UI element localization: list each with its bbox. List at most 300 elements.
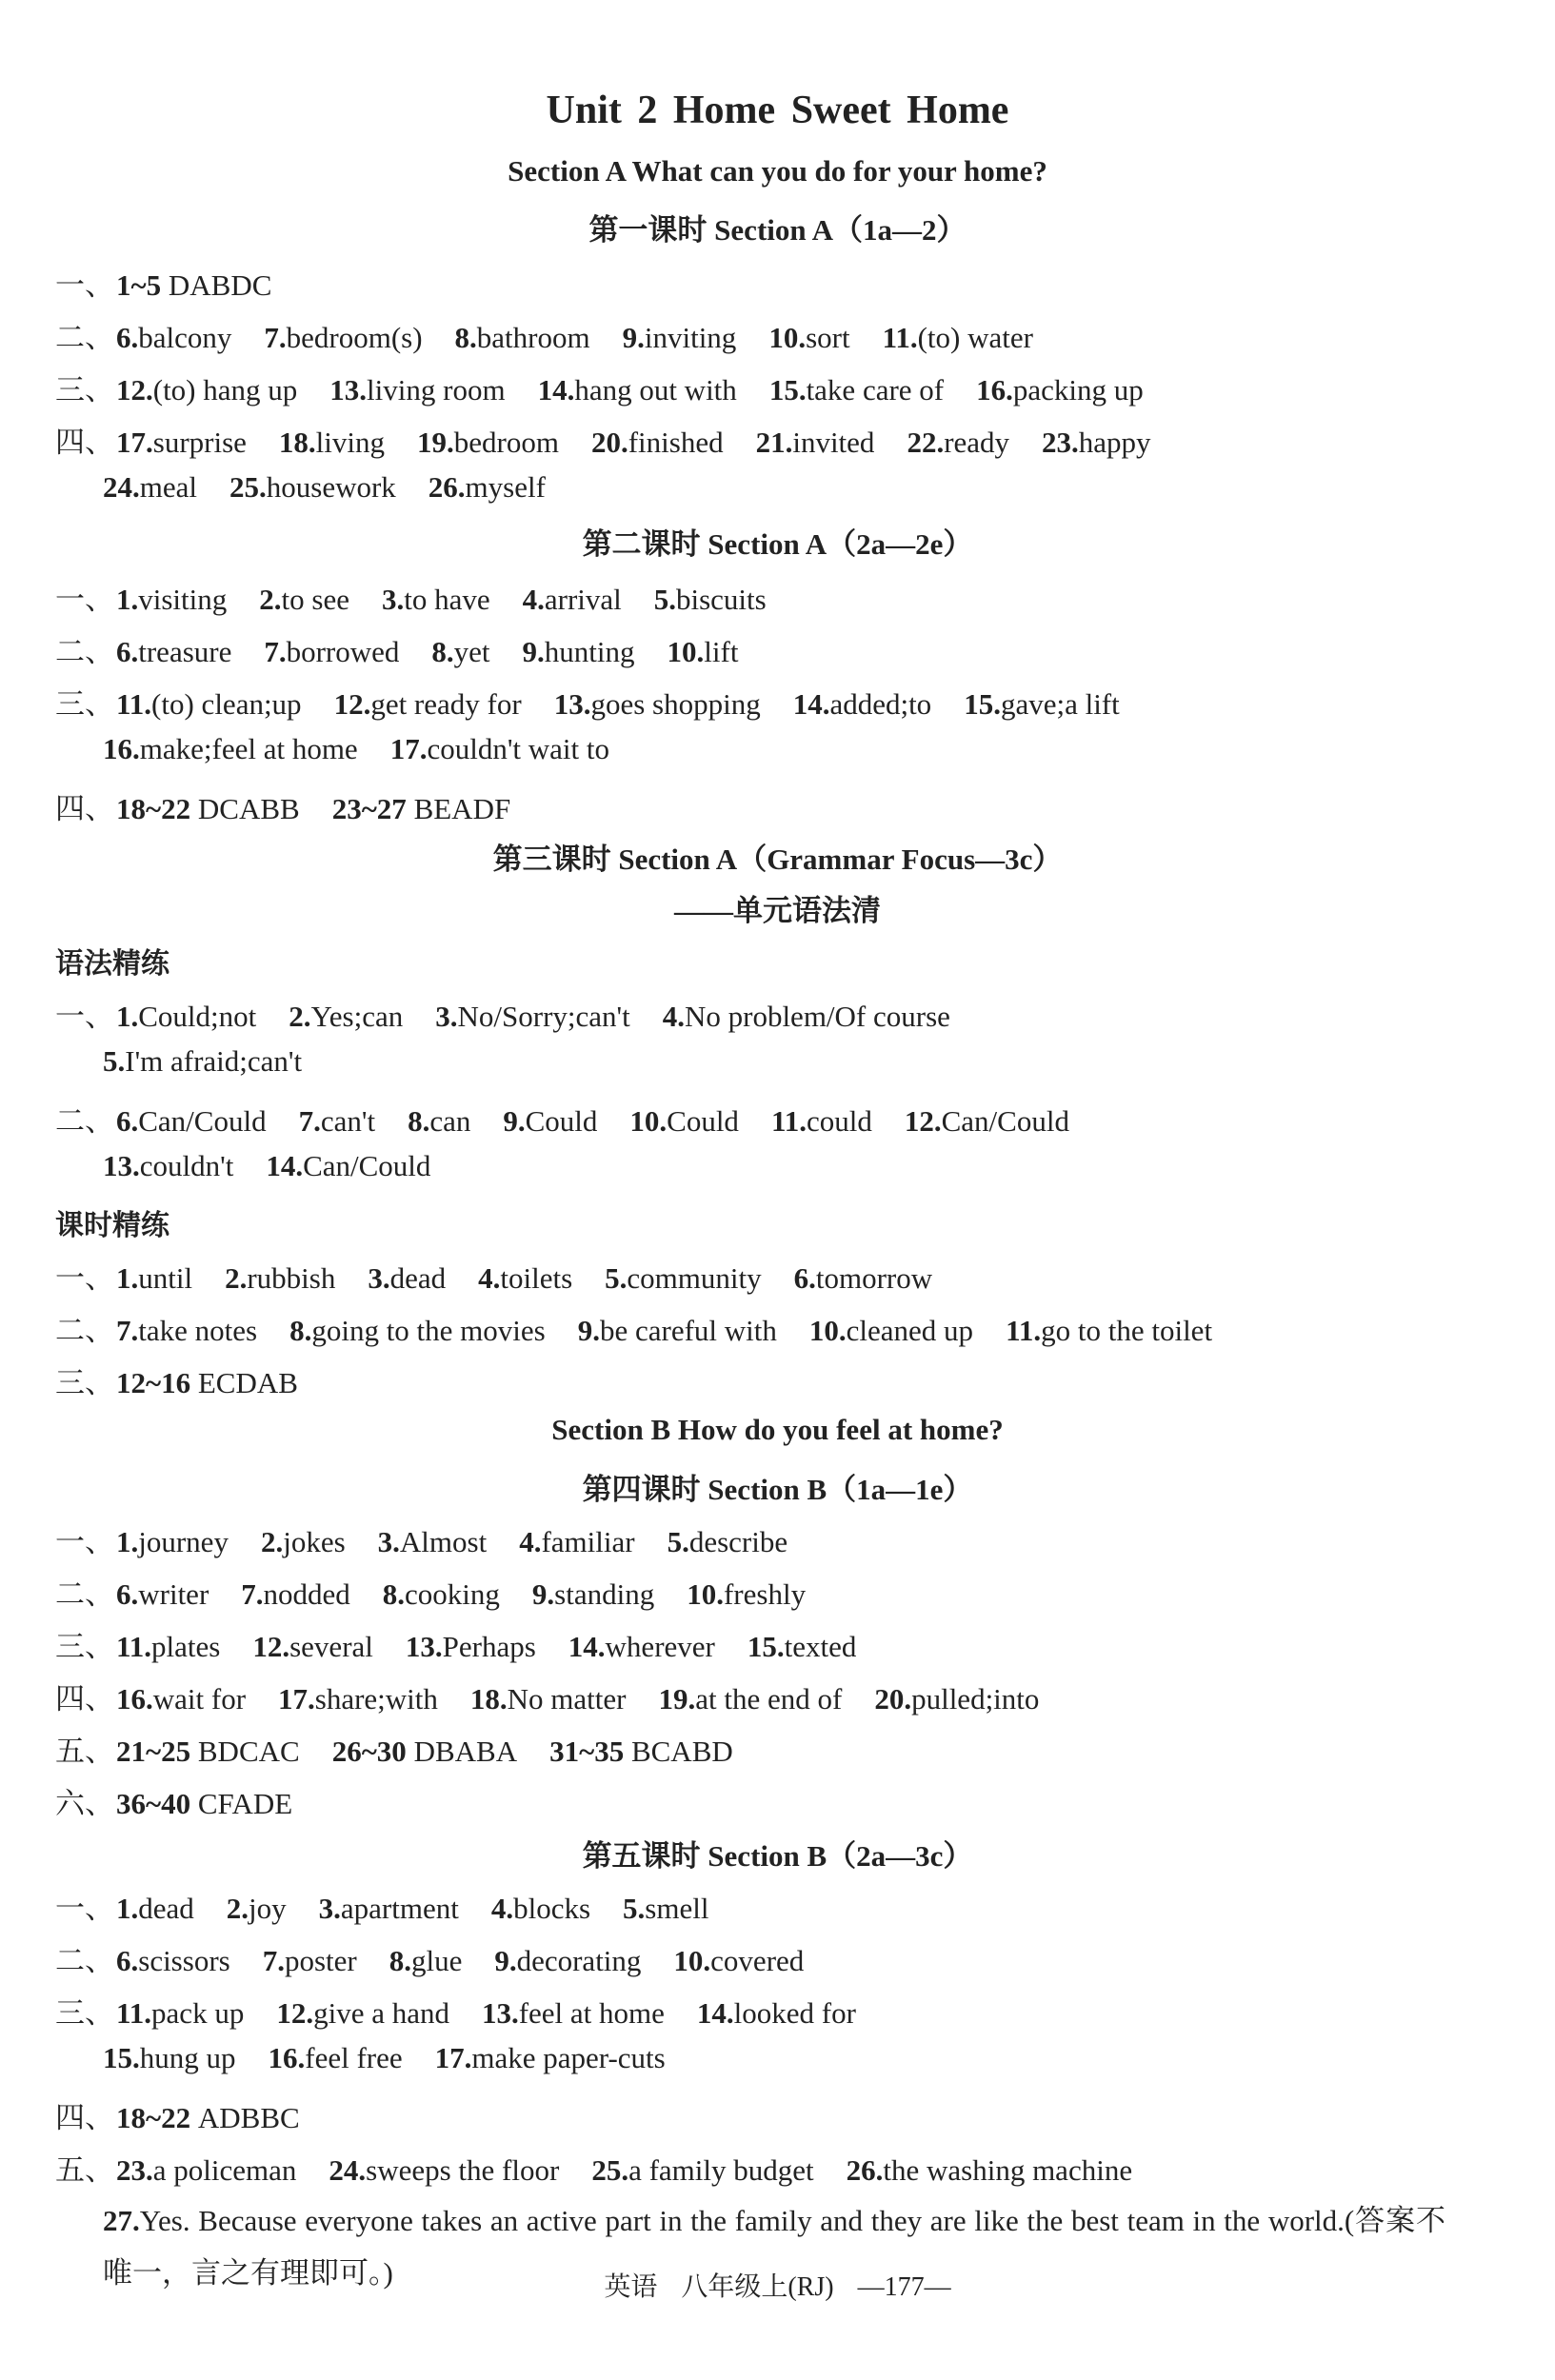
answer-number: 15. xyxy=(964,687,1001,721)
answer-number: 17. xyxy=(116,426,153,459)
answer-item xyxy=(532,1577,654,1611)
answer-number: 2. xyxy=(259,583,282,616)
answer-item xyxy=(116,1996,244,2030)
question-group-prefix: 一、 xyxy=(55,1525,114,1558)
answer-number: 26. xyxy=(428,470,466,504)
answer-item xyxy=(659,1682,843,1716)
answer-number: 6. xyxy=(116,1104,139,1138)
answer-number: 13. xyxy=(405,1630,443,1663)
lesson-4-heading: 第四课时 Section B（1a—1e） xyxy=(582,1473,973,1506)
answer-text: borrowed xyxy=(286,635,400,668)
question-group-prefix: 三、 xyxy=(55,1366,114,1399)
answer-item xyxy=(771,1104,872,1138)
answer-item xyxy=(264,635,399,668)
answer-text: (to) hang up xyxy=(152,373,298,407)
answer-number: 2. xyxy=(226,1892,249,1925)
answer-text: cleaned up xyxy=(846,1314,974,1347)
answer-text: Perhaps xyxy=(442,1630,536,1663)
answer-line xyxy=(55,1884,741,1927)
section-b-heading: Section B How do you feel at home? xyxy=(551,1413,1004,1446)
answer-text: share;with xyxy=(314,1682,438,1716)
answer-text: standing xyxy=(554,1577,655,1611)
answer-number: 1. xyxy=(116,583,139,616)
question-group-prefix: 三、 xyxy=(55,1996,114,2030)
answer-number: 14. xyxy=(568,1630,606,1663)
answer-text: toilets xyxy=(500,1261,573,1295)
answer-text: balcony xyxy=(138,321,232,354)
answer-line xyxy=(103,1149,463,1183)
answer-number: 25. xyxy=(591,2153,629,2187)
question-group-prefix: 一、 xyxy=(55,583,114,616)
answer-item xyxy=(907,426,1009,459)
answer-number: 18~22 xyxy=(116,2101,191,2134)
answer-number: 11. xyxy=(116,687,152,721)
answer-number: 8. xyxy=(289,1314,312,1347)
answer-text: joy xyxy=(249,1892,287,1925)
answer-item xyxy=(429,470,546,504)
answer-item xyxy=(503,1104,597,1138)
answer-number: 2. xyxy=(289,1000,311,1033)
answer-text: living xyxy=(315,426,385,459)
answer-text: arrival xyxy=(544,583,622,616)
answer-item xyxy=(748,1630,857,1663)
answer-text: hunting xyxy=(544,635,635,668)
answer-number: 16. xyxy=(976,373,1013,407)
answer-number: 14. xyxy=(792,687,830,721)
answer-item xyxy=(482,1996,665,2030)
answer-item xyxy=(225,1261,335,1295)
answer-item xyxy=(116,1630,220,1663)
answer-text: Almost xyxy=(399,1525,488,1558)
answer-number: 4. xyxy=(662,1000,685,1033)
answer-item xyxy=(435,2041,666,2074)
answer-item xyxy=(538,373,737,407)
answer-text: several xyxy=(289,1630,373,1663)
answer-text: plates xyxy=(151,1630,221,1663)
answer-text: yet xyxy=(453,635,490,668)
answer-text: BCABD xyxy=(624,1735,733,1768)
answer-item xyxy=(378,1525,488,1558)
answer-text: I'm afraid;can't xyxy=(125,1044,303,1078)
answer-text: familiar xyxy=(541,1525,635,1558)
footer-subject: 英语 xyxy=(604,2272,658,2302)
answer-number: 5. xyxy=(623,1892,646,1925)
answer-number: 12~16 xyxy=(116,1366,191,1399)
answer-text: poster xyxy=(284,1944,357,1977)
answer-line xyxy=(103,732,642,766)
answer-item xyxy=(455,321,590,354)
answer-item xyxy=(116,1787,292,1820)
answer-text: describe xyxy=(688,1525,788,1558)
answer-number: 8. xyxy=(382,1577,406,1611)
answer-item xyxy=(103,2041,236,2074)
question-group-prefix: 一、 xyxy=(55,1261,114,1295)
answer-number: 12. xyxy=(904,1104,942,1138)
answer-text: biscuits xyxy=(676,583,767,616)
answer-number: 24. xyxy=(329,2153,367,2187)
answer-text: bedroom(s) xyxy=(286,321,423,354)
question-group-prefix: 二、 xyxy=(55,1104,114,1138)
answer-number: 7. xyxy=(116,1314,139,1347)
answer-item xyxy=(289,1000,403,1033)
answer-item xyxy=(491,1892,590,1925)
answer-text: take notes xyxy=(138,1314,258,1347)
answer-number: 16. xyxy=(103,732,140,765)
answer-number: 11. xyxy=(116,1630,152,1663)
question-group-prefix: 一、 xyxy=(55,1000,114,1033)
answer-text: take care of xyxy=(806,373,945,407)
answer-text: (to) clean;up xyxy=(151,687,302,721)
answer-number: 13. xyxy=(481,1996,519,2030)
answer-item xyxy=(116,1314,257,1347)
answer-item xyxy=(591,426,724,459)
answer-text: couldn't xyxy=(139,1149,234,1182)
answer-item xyxy=(964,687,1120,721)
answer-item xyxy=(668,635,739,668)
answer-number: 19. xyxy=(658,1682,696,1716)
answer-item xyxy=(263,1944,357,1977)
answer-number: 13. xyxy=(103,1149,140,1182)
answer-line xyxy=(55,1989,888,2032)
answer-number: 4. xyxy=(490,1892,514,1925)
answer-text: inviting xyxy=(644,321,737,354)
answer-item xyxy=(103,1149,233,1182)
answer-text: hung up xyxy=(139,2041,236,2074)
answer-text: dead xyxy=(389,1261,447,1295)
answer-item xyxy=(408,1104,470,1138)
answer-item xyxy=(629,1104,739,1138)
answer-number: 12. xyxy=(116,373,153,407)
answer-number: 11. xyxy=(116,1996,152,2030)
answer-number: 3. xyxy=(318,1892,341,1925)
answer-item xyxy=(554,687,761,721)
answer-number: 4. xyxy=(522,583,545,616)
footer-page-number: —177— xyxy=(857,2272,951,2302)
answer-text: community xyxy=(627,1261,762,1295)
question-group-prefix: 二、 xyxy=(55,635,114,668)
answer-number: 10. xyxy=(673,1944,711,1977)
answer-item xyxy=(116,1892,194,1925)
answer-item xyxy=(266,1149,430,1182)
answer-number: 7. xyxy=(264,635,287,668)
answer-text: tomorrow xyxy=(815,1261,933,1295)
answer-text: sweeps the floor xyxy=(366,2153,560,2187)
answer-item xyxy=(116,1366,298,1399)
answer-item xyxy=(329,2153,559,2187)
answer-text: blocks xyxy=(513,1892,591,1925)
answer-item xyxy=(252,1630,373,1663)
answer-number: 9. xyxy=(577,1314,600,1347)
answer-number: 7. xyxy=(262,1944,285,1977)
answer-item xyxy=(768,321,849,354)
answer-text: pulled;into xyxy=(911,1682,1040,1716)
answer-item xyxy=(116,792,300,825)
answer-text: Yes;can xyxy=(310,1000,404,1033)
answer-text: BDCAC xyxy=(190,1735,300,1768)
answer-item xyxy=(329,373,505,407)
answer-number: 23. xyxy=(1042,426,1079,459)
answer-item xyxy=(334,687,522,721)
answer-text: invited xyxy=(792,426,875,459)
answer-text: scissors xyxy=(138,1944,230,1977)
answer-text: Can/Could xyxy=(303,1149,431,1182)
answer-text: texted xyxy=(784,1630,857,1663)
question-group-prefix: 一、 xyxy=(55,268,114,302)
answer-number: 10. xyxy=(768,321,807,354)
answer-text: housework xyxy=(266,470,396,504)
answer-text: hang out with xyxy=(574,373,737,407)
answer-text: ADBBC xyxy=(190,2101,300,2134)
answer-number: 8. xyxy=(408,1104,430,1138)
answer-number: 10. xyxy=(687,1577,724,1611)
answer-number: 9. xyxy=(622,321,645,354)
answer-text: looked for xyxy=(733,1996,856,2030)
answer-number: 31~35 xyxy=(549,1735,625,1768)
answer-number: 17. xyxy=(278,1682,315,1716)
answer-number: 19. xyxy=(417,426,454,459)
answer-item xyxy=(809,1314,973,1347)
lesson-2-heading: 第二课时 Section A（2a—2e） xyxy=(582,527,973,561)
answer-number: 14. xyxy=(537,373,575,407)
answer-number: 6. xyxy=(116,1577,139,1611)
answer-number: 6. xyxy=(116,1944,139,1977)
answer-text: could xyxy=(806,1104,872,1138)
answer-item xyxy=(368,1261,446,1295)
answer-line xyxy=(55,1254,965,1297)
answer-item xyxy=(276,1996,449,2030)
answer-item xyxy=(259,583,349,616)
answer-item xyxy=(435,1000,629,1033)
answer-item xyxy=(229,470,396,504)
grammar-practice-label: 语法精练 xyxy=(55,947,169,981)
answer-item xyxy=(883,321,1033,354)
answer-item xyxy=(116,687,302,721)
answer-item xyxy=(227,1892,287,1925)
answer-number: 10. xyxy=(667,635,705,668)
answer-item xyxy=(687,1577,806,1611)
answer-text: a policeman xyxy=(152,2153,297,2187)
answer-line xyxy=(103,470,578,505)
answer-number: 20. xyxy=(590,426,628,459)
answer-number: 1. xyxy=(116,1525,139,1558)
answer-number: 7. xyxy=(298,1104,321,1138)
answer-number: 9. xyxy=(531,1577,555,1611)
answer-text: can't xyxy=(320,1104,376,1138)
answer-item xyxy=(332,1735,517,1768)
answer-number: 4. xyxy=(519,1525,542,1558)
answer-number: 23~27 xyxy=(331,792,407,825)
answer-line xyxy=(55,575,799,618)
page-footer xyxy=(0,2266,1555,2304)
answer-item xyxy=(431,635,489,668)
answer-item xyxy=(769,373,944,407)
answer-item xyxy=(523,635,635,668)
answer-text: No matter xyxy=(507,1682,627,1716)
answer-item xyxy=(406,1630,536,1663)
answer-item xyxy=(116,268,271,302)
answer-text: packing up xyxy=(1012,373,1144,407)
answer-text: can xyxy=(429,1104,471,1138)
question-group-prefix: 二、 xyxy=(55,1314,114,1347)
answer-number: 3. xyxy=(381,583,405,616)
answer-item xyxy=(793,687,932,721)
answer-item xyxy=(103,1044,302,1078)
answer-line xyxy=(55,1570,838,1613)
answer-text: CFADE xyxy=(190,1787,293,1820)
answer-item xyxy=(654,583,767,616)
answer-text: make paper-cuts xyxy=(471,2041,666,2074)
answer-text: happy xyxy=(1078,426,1151,459)
answer-item xyxy=(116,2153,296,2187)
answer-number: 8. xyxy=(431,635,454,668)
answer-item xyxy=(478,1261,572,1295)
answer-number: 12. xyxy=(276,1996,314,2030)
answer-line xyxy=(55,1097,1102,1140)
answer-item xyxy=(116,2101,300,2134)
question-group-prefix: 三、 xyxy=(55,373,114,407)
answer-item xyxy=(623,321,737,354)
answer-number: 3. xyxy=(368,1261,390,1295)
answer-number: 8. xyxy=(389,1944,411,1977)
answer-text: living room xyxy=(367,373,506,407)
answer-number: 21. xyxy=(755,426,793,459)
answer-item xyxy=(116,1682,246,1716)
question-group-prefix: 一、 xyxy=(55,1892,114,1925)
answer-number: 5. xyxy=(103,1044,126,1078)
answer-number: 14. xyxy=(266,1149,304,1182)
answer-line xyxy=(55,992,983,1035)
answer-item xyxy=(549,1735,733,1768)
answer-number: 21~25 xyxy=(116,1735,191,1768)
answer-number: 9. xyxy=(503,1104,526,1138)
answer-text: writer xyxy=(138,1577,209,1611)
answer-number: 10. xyxy=(808,1314,847,1347)
answer-number: 12. xyxy=(252,1630,290,1663)
answer-item xyxy=(116,1944,230,1977)
answer-text: Could xyxy=(525,1104,598,1138)
answer-item xyxy=(103,470,197,504)
answer-text: Can/Could xyxy=(941,1104,1069,1138)
answer-text: DBABA xyxy=(406,1735,518,1768)
answer-27-text: Yes. Because everyone takes an active part in the family and they are like the best team in the world.(答案不唯一，言之有理即可。) xyxy=(103,2204,1445,2290)
answer-item xyxy=(116,373,297,407)
answer-item xyxy=(874,1682,1039,1716)
unit-title: Unit 2 Home Sweet Home xyxy=(546,89,1009,132)
answer-line xyxy=(55,680,1152,723)
answer-text: decorating xyxy=(516,1944,642,1977)
answer-item xyxy=(663,1000,950,1033)
answer-number: 5. xyxy=(605,1261,628,1295)
answer-text: ready xyxy=(944,426,1010,459)
question-group-prefix: 六、 xyxy=(55,1787,114,1820)
answer-text: DCABB xyxy=(190,792,300,825)
answer-line xyxy=(103,1044,334,1079)
answer-line xyxy=(103,2041,698,2075)
footer-grade: 八年级上(RJ) xyxy=(681,2272,834,2302)
answer-item xyxy=(390,732,609,765)
answer-item xyxy=(116,635,231,668)
answer-text: ECDAB xyxy=(190,1366,298,1399)
answer-number: 24. xyxy=(103,470,140,504)
answer-number: 1~5 xyxy=(116,268,162,302)
answer-number: 18. xyxy=(278,426,316,459)
question-group-prefix: 四、 xyxy=(55,2101,114,2134)
answer-text: at the end of xyxy=(695,1682,843,1716)
answer-text: wherever xyxy=(605,1630,715,1663)
answer-text: give a hand xyxy=(313,1996,449,2030)
answer-text: dead xyxy=(138,1892,194,1925)
answer-number: 23. xyxy=(116,2153,153,2187)
answer-text: (to) water xyxy=(917,321,1033,354)
answer-line xyxy=(55,1936,836,1979)
answer-line xyxy=(55,627,770,670)
answer-text: apartment xyxy=(340,1892,459,1925)
answer-text: bedroom xyxy=(453,426,559,459)
answer-item xyxy=(116,1104,267,1138)
answer-text: gave;a lift xyxy=(1000,687,1120,721)
answer-27-number: 27. xyxy=(103,2204,140,2237)
answer-text: visiting xyxy=(138,583,228,616)
answer-line xyxy=(55,1306,1245,1349)
answer-item xyxy=(289,1314,546,1347)
answer-text: Can/Could xyxy=(138,1104,267,1138)
answer-text: going to the movies xyxy=(311,1314,546,1347)
answer-item xyxy=(697,1996,856,2030)
answer-item xyxy=(605,1261,761,1295)
answer-number: 1. xyxy=(116,1261,139,1295)
answer-line xyxy=(55,2146,1165,2189)
question-group-prefix: 四、 xyxy=(55,1682,114,1716)
answer-number: 7. xyxy=(241,1577,264,1611)
answer-text: Could xyxy=(667,1104,739,1138)
answer-item xyxy=(383,1577,500,1611)
answer-item xyxy=(264,321,422,354)
answer-text: make;feel at home xyxy=(139,732,358,765)
answer-item xyxy=(847,2153,1132,2187)
answer-number: 1. xyxy=(116,1892,139,1925)
answer-line xyxy=(55,784,543,827)
answer-item xyxy=(519,1525,634,1558)
answer-number: 20. xyxy=(874,1682,912,1716)
answer-text: myself xyxy=(465,470,546,504)
answer-item xyxy=(673,1944,804,1977)
answer-text: jokes xyxy=(283,1525,346,1558)
answer-item xyxy=(756,426,875,459)
lesson-3-heading: 第三课时 Section A（Grammar Focus—3c） xyxy=(492,843,1063,876)
answer-text: rubbish xyxy=(247,1261,336,1295)
lesson-3-subtitle: ——单元语法清 xyxy=(674,894,881,927)
answer-text: freshly xyxy=(723,1577,807,1611)
answer-text: DABDC xyxy=(161,268,272,302)
question-group-prefix: 四、 xyxy=(55,792,114,825)
answer-item xyxy=(568,1630,715,1663)
answer-number: 6. xyxy=(116,321,139,354)
question-group-prefix: 三、 xyxy=(55,687,114,721)
answer-number: 11. xyxy=(882,321,918,354)
answer-item xyxy=(116,1261,192,1295)
answer-item xyxy=(389,1944,463,1977)
answer-number: 16. xyxy=(268,2041,306,2074)
answer-text: goes shopping xyxy=(590,687,761,721)
question-group-prefix: 三、 xyxy=(55,1630,114,1663)
answer-item xyxy=(332,792,511,825)
answer-item xyxy=(623,1892,708,1925)
question-group-prefix: 五、 xyxy=(55,2153,114,2187)
answer-item xyxy=(241,1577,350,1611)
answer-number: 7. xyxy=(264,321,287,354)
answer-text: No problem/Of course xyxy=(684,1000,950,1033)
answer-line xyxy=(55,2093,332,2136)
